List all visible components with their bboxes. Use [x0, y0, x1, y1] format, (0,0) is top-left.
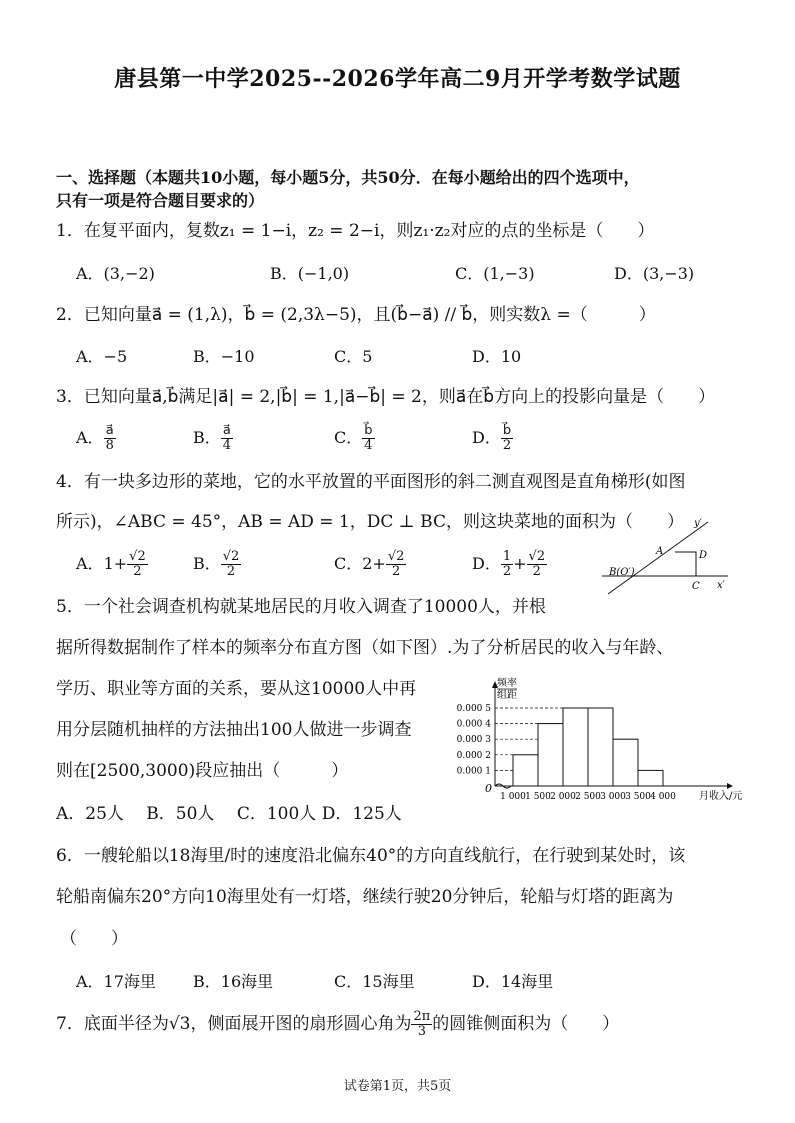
x-axis-label: x′ [717, 580, 725, 591]
q1-option-d: D．(3,−3) [614, 264, 695, 283]
question-5-line1: 5．一个社会调查机构就某地居民的月收入调查了10000人，并根 [56, 597, 546, 617]
point-d-label: D [699, 550, 708, 561]
y-tick-label: 0.000 2 [456, 750, 491, 761]
q4-option-c: C．2+ $\frac{√2}{2}$ [334, 549, 405, 579]
histogram-bar [563, 708, 588, 786]
x-axis-arrow [727, 783, 733, 789]
y-axis-label-bottom: 组距 [497, 690, 517, 701]
q6-option-b: B．16海里 [193, 972, 274, 991]
q1-option-b: B．(−1,0) [270, 264, 350, 283]
q6-option-a: A．17海里 [76, 972, 156, 991]
question-5-line4: 用分层随机抽样的方法抽出100人做进一步调查 [56, 720, 412, 740]
q3-option-a: A． $\frac{a⃗}{8}$ [76, 423, 114, 453]
histogram-bar [588, 708, 613, 786]
q2-option-b: B．−10 [193, 347, 255, 366]
section-heading-line1: 一、选择题（本题共10小题，每小题5分，共50分．在每小题给出的四个选项中， [56, 168, 640, 187]
point-b-label: B(O′) [609, 567, 635, 578]
trapezoid-figure [598, 514, 738, 600]
point-c-label: C [692, 581, 700, 592]
y-tick-label: 0.000 5 [456, 704, 491, 714]
origin-label: 0 [485, 782, 492, 795]
page-footer: 试卷第1页，共5页 [343, 1079, 452, 1094]
y-tick-label: 0.000 4 [456, 719, 491, 730]
question-4-stem-line1: 4．有一块多边形的菜地，它的水平放置的平面图形的斜二测直观图是直角梯形(如图 [56, 472, 686, 492]
q3-option-c: C． $\frac{b⃗}{4}$ [334, 423, 373, 453]
question-6-line2: 轮船南偏东20°方向10海里处有一灯塔，继续行驶20分钟后，轮船与灯塔的距离为 [56, 887, 674, 907]
question-3-stem: 3．已知向量a⃗,b⃗满足|a⃗| = 2,|b⃗| = 1,|a⃗−b⃗| = 2，则a⃗在b⃗方向上的投影向量是（ ） [56, 387, 716, 407]
q4-option-a: A．1+ $\frac{√2}{2}$ [76, 549, 146, 579]
x-tick-label: 1 000 [500, 792, 526, 802]
page-title: 唐县第一中学2025--2026学年高二9月开学考数学试题 [114, 66, 681, 92]
histogram-bar [538, 724, 563, 786]
x-tick-label: 1 500 [525, 792, 551, 802]
question-6-line1: 6．一艘轮船以18海里/时的速度沿北偏东40°的方向直线航行，在行驶到某处时，该 [56, 846, 686, 866]
q6-option-d: D．14海里 [472, 972, 554, 991]
histogram-bar [513, 755, 538, 786]
question-2-stem: 2．已知向量a⃗ = (1,λ)，b⃗ = (2,3λ−5)，且(b⃗−a⃗) // b⃗，则实数λ =（ ） [56, 305, 656, 325]
histogram-bar [638, 770, 663, 786]
question-7-stem: 7．底面半径为√3，侧面展开图的扇形圆心角为 $\frac{2\pi}{3}$ 的圆锥侧面积为（ ） [56, 1009, 620, 1039]
section-heading-line2: 只有一项是符合题目要求的） [56, 191, 265, 210]
q2-option-a: A．−5 [76, 347, 128, 366]
q1-option-a: A．(3,−2) [76, 264, 155, 283]
y-tick-label: 0.000 1 [456, 766, 491, 777]
x-tick-label: 3 000 [600, 792, 626, 802]
q4-option-b: B． $\frac{√2}{2}$ [193, 549, 240, 579]
q1-option-c: C．(1,−3) [455, 264, 535, 283]
histogram-bar [613, 739, 638, 786]
y-axis-label: y′ [694, 518, 702, 529]
x-axis-label: 月收入/元 [699, 791, 743, 802]
question-5-line2: 据所得数据制作了样本的频率分布直方图（如下图）.为了分析居民的收入与年龄、 [56, 638, 674, 658]
x-tick-label: 3 500 [625, 792, 651, 802]
y-axis-label-top: 频率 [497, 678, 517, 689]
q6-option-c: C．15海里 [334, 972, 415, 991]
q2-option-c: C．5 [334, 347, 373, 366]
question-6-line3: （ ） [60, 929, 128, 949]
frequency-histogram [455, 676, 745, 802]
x-tick-label: 2 000 [550, 792, 576, 802]
q3-option-b: B． $\frac{a⃗}{4}$ [193, 423, 232, 453]
x-tick-label: 4 000 [650, 792, 676, 802]
x-tick-label: 2 500 [575, 792, 601, 802]
q3-option-d: D． $\frac{b⃗}{2}$ [472, 423, 512, 453]
question-5-line5: 则在[2500,3000)段应抽出（ ） [56, 761, 349, 781]
q2-option-d: D．10 [472, 347, 522, 366]
point-a-label: A [656, 546, 664, 557]
y-tick-label: 0.000 3 [456, 735, 491, 746]
q5-options: A．25人 B．50人 C．100人 D．125人 [56, 804, 402, 824]
q4-option-d: D． $\frac{1}{2}$ + $\frac{√2}{2}$ [472, 549, 546, 579]
trapezoid-sides [675, 552, 696, 576]
question-5-line3: 学历、职业等方面的关系，要从这10000人中再 [56, 679, 417, 699]
question-1-stem: 1．在复平面内，复数z₁ = 1−i，z₂ = 2−i，则z₁·z₂对应的点的坐标是（ ） [56, 221, 655, 241]
question-4-stem-line2: 所示)，∠ABC = 45°，AB = AD = 1，DC ⊥ BC，则这块菜地的面积为（ ） [56, 512, 684, 532]
